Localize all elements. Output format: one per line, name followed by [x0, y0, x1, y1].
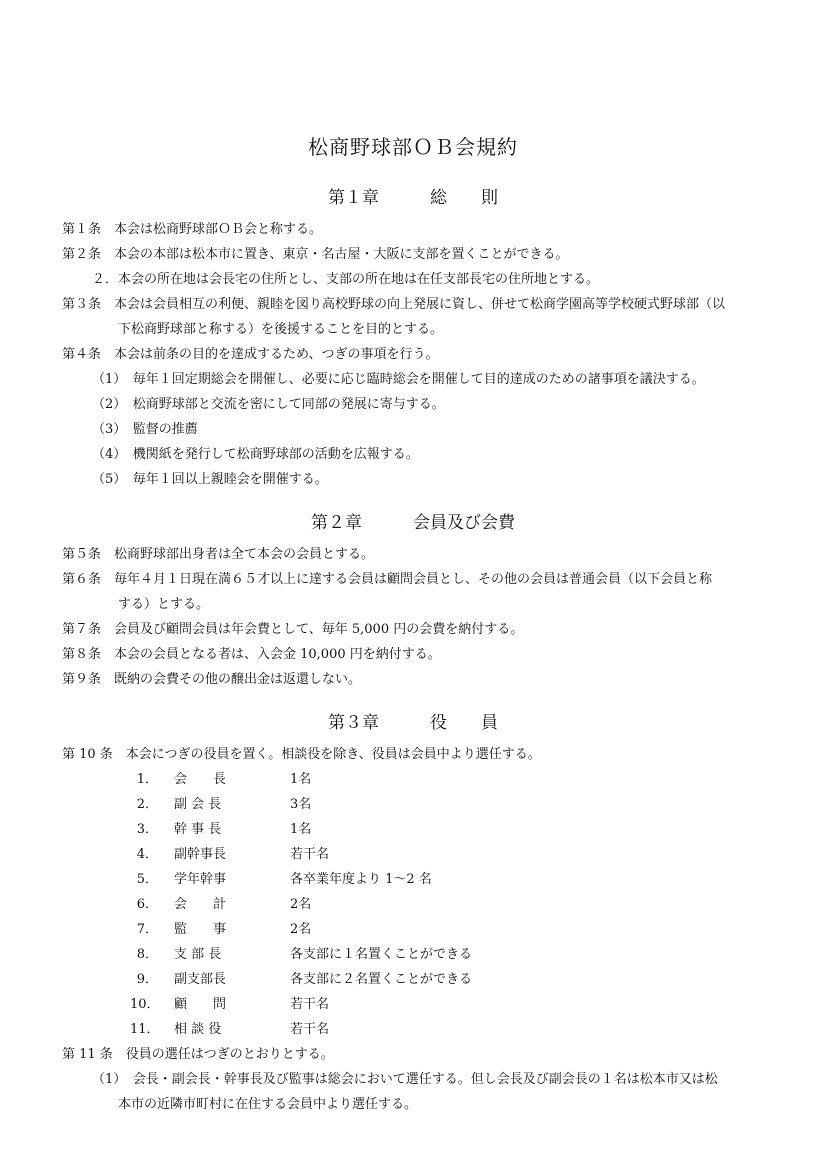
officer-role: 副 会 長 [174, 797, 222, 812]
officer-role: 会 長 [174, 772, 227, 787]
officer-row [130, 971, 550, 989]
officer-row [130, 996, 550, 1014]
article-6-continued: する）とする。 [118, 597, 210, 612]
officer-number: 3． [136, 822, 158, 837]
officer-count: 各卒業年度より 1～2 名 [290, 872, 432, 887]
officer-number: 4． [136, 847, 158, 862]
officer-count: 2名 [290, 922, 312, 937]
article-11-item-1: （1） 会長・副会長・幹事長及び監事は総会において選任する。但し会長及び副会長の１名は松本市又は松 [92, 1072, 718, 1087]
document-title: 松商野球部ＯＢ会規約 [308, 135, 518, 159]
article-4-item-2: （2） 松商野球部と交流を密にして同部の発展に寄与する。 [92, 397, 445, 412]
chapter-3-heading: 第３章 役 員 [328, 713, 498, 733]
chapter-1-heading: 第１章 総 則 [328, 188, 498, 208]
article-7: 第７条 会員及び顧問会員は年会費として、毎年 5,000 円の会費を納付する。 [62, 622, 524, 637]
officer-count: 1名 [290, 772, 312, 787]
article-6: 第６条 毎年４月１日現在満６５才以上に達する会員は顧問会員とし、その他の会員は普通会員（以下会員と称 [62, 572, 713, 587]
officer-role: 監 事 [174, 922, 227, 937]
officer-row [130, 821, 550, 839]
article-11: 第 11 条 役員の選任はつぎのとおりとする。 [62, 1047, 334, 1062]
officer-number: 7． [136, 922, 158, 937]
article-3-continued: 下松商野球部と称する）を後援することを目的とする。 [118, 322, 444, 337]
officer-role: 会 計 [174, 897, 227, 912]
officer-role: 副支部長 [174, 972, 227, 987]
officer-count: 各支部に１名置くことができる [290, 947, 473, 962]
article-4-item-1: （1） 毎年１回定期総会を開催し、必要に応じ臨時総会を開催して目的達成のための諸事項を議決する。 [92, 372, 705, 387]
article-10: 第 10 条 本会につぎの役員を置く。相談役を除き、役員は会員中より選任する。 [62, 747, 541, 762]
article-8: 第８条 本会の会員となる者は、入会金 10,000 円を納付する。 [62, 647, 441, 662]
article-3: 第３条 本会は会員相互の利便、親睦を図り高校野球の向上発展に資し、併せて松商学園高等学校硬式野球部（以 [62, 297, 726, 312]
officer-row [130, 946, 550, 964]
officer-row [130, 796, 550, 814]
officer-number: 8． [136, 947, 158, 962]
officer-number: 5． [136, 872, 158, 887]
officer-number: 1． [136, 772, 158, 787]
officer-count: 1名 [290, 822, 312, 837]
officer-number: 10． [130, 997, 160, 1012]
article-4-item-5: （5） 毎年１回以上親睦会を開催する。 [92, 472, 328, 487]
officer-number: 11． [130, 1022, 160, 1037]
officer-number: 6． [136, 897, 158, 912]
officer-count: 若干名 [290, 1022, 330, 1037]
article-4-item-3: （3） 監督の推薦 [92, 422, 198, 437]
officer-count: 3名 [290, 797, 312, 812]
officer-row [130, 771, 550, 789]
officer-number: 9． [136, 972, 158, 987]
article-2: 第２条 本会の本部は松本市に置き、東京・名古屋・大阪に支部を置くことができる。 [62, 247, 569, 262]
article-9: 第９条 既納の会費その他の醸出金は返還しない。 [62, 672, 362, 687]
officer-row [130, 896, 550, 914]
chapter-2-heading: 第２章 会員及び会費 [311, 513, 515, 533]
article-1: 第１条 本会は松商野球部ＯＢ会と称する。 [62, 222, 323, 237]
article-11-item-1-continued: 本市の近隣市町村に在住する会員中より選任する。 [118, 1097, 418, 1112]
article-5: 第５条 松商野球部出身者は全て本会の会員とする。 [62, 547, 375, 562]
officer-count: 各支部に２名置くことができる [290, 972, 473, 987]
officer-row [130, 871, 550, 889]
officer-role: 支 部 長 [174, 947, 222, 962]
officer-count: 若干名 [290, 847, 330, 862]
officer-role: 幹 事 長 [174, 822, 222, 837]
article-4: 第４条 本会は前条の目的を達成するため、つぎの事項を行う。 [62, 347, 439, 362]
officer-role: 相 談 役 [174, 1022, 222, 1037]
article-4-item-4: （4） 機関紙を発行して松商野球部の活動を広報する。 [92, 447, 419, 462]
officer-number: 2． [136, 797, 158, 812]
officer-row [130, 846, 550, 864]
officer-count: 若干名 [290, 997, 330, 1012]
article-2-clause-2: ２．本会の所在地は会長宅の住所とし、支部の所在地は在任支部長宅の住所地とする。 [92, 272, 600, 287]
officer-row [130, 1021, 550, 1039]
officer-role: 副幹事長 [174, 847, 227, 862]
officer-role: 学年幹事 [174, 872, 227, 887]
officer-count: 2名 [290, 897, 312, 912]
officer-role: 顧 問 [174, 997, 227, 1012]
officer-row [130, 921, 550, 939]
